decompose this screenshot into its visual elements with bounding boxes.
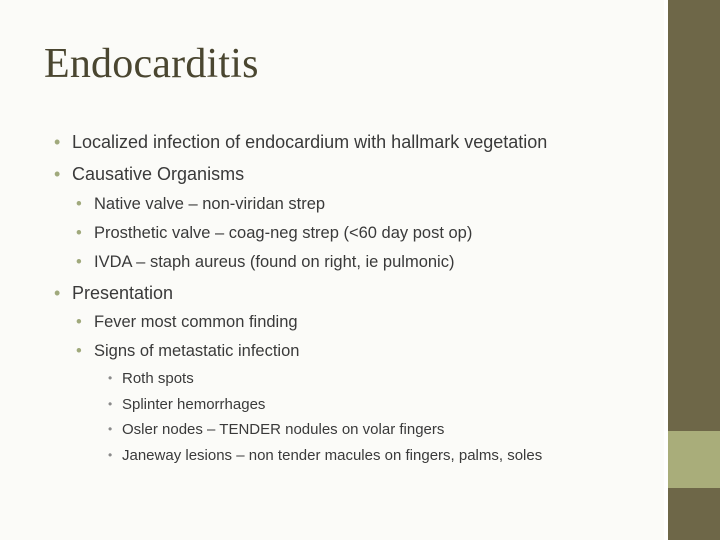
bullet-item	[54, 283, 173, 304]
bullet-item	[54, 132, 547, 153]
bullet-marker: •	[108, 422, 113, 436]
bullet-item	[108, 396, 265, 413]
bullet-text: Fever most common finding	[94, 313, 298, 331]
bullet-text: Roth spots	[122, 370, 194, 387]
bullet-text: IVDA – staph aureus (found on right, ie pulmonic)	[94, 253, 455, 271]
bullet-item	[76, 224, 472, 243]
bullet-marker: •	[76, 342, 82, 360]
bullet-marker: •	[108, 397, 113, 411]
bullet-item	[108, 370, 194, 387]
bullet-item	[76, 195, 325, 214]
side-accent-block	[668, 431, 720, 488]
bullet-item	[76, 313, 298, 332]
bullet-text: Splinter hemorrhages	[122, 396, 266, 413]
bullet-text: Signs of metastatic infection	[94, 342, 300, 360]
bullet-marker: •	[54, 132, 61, 152]
bullet-text: Prosthetic valve – coag-neg strep (<60 day post op)	[94, 224, 473, 242]
bullet-text: Localized infection of endocardium with hallmark vegetation	[72, 132, 548, 152]
bullet-marker: •	[108, 448, 113, 462]
bullet-marker: •	[108, 371, 113, 385]
bullet-text: Janeway lesions – non tender macules on fingers, palms, soles	[122, 447, 543, 464]
bullet-marker: •	[76, 224, 82, 242]
bullet-text: Osler nodes – TENDER nodules on volar fingers	[122, 421, 445, 438]
bullet-marker: •	[54, 283, 61, 303]
slide-title: Endocarditis	[44, 41, 259, 87]
bullet-marker: •	[76, 195, 82, 213]
bullet-text: Native valve – non-viridan strep	[94, 195, 326, 213]
bullet-marker: •	[76, 253, 82, 271]
bullet-item	[76, 342, 299, 361]
bullet-item	[108, 447, 542, 464]
bullet-item	[76, 253, 454, 272]
bullet-item	[108, 421, 444, 438]
bullet-marker: •	[76, 313, 82, 331]
bullet-text: Causative Organisms	[72, 164, 245, 184]
bullet-text: Presentation	[72, 283, 174, 303]
bullet-marker: •	[54, 164, 61, 184]
bullet-item	[54, 164, 244, 185]
